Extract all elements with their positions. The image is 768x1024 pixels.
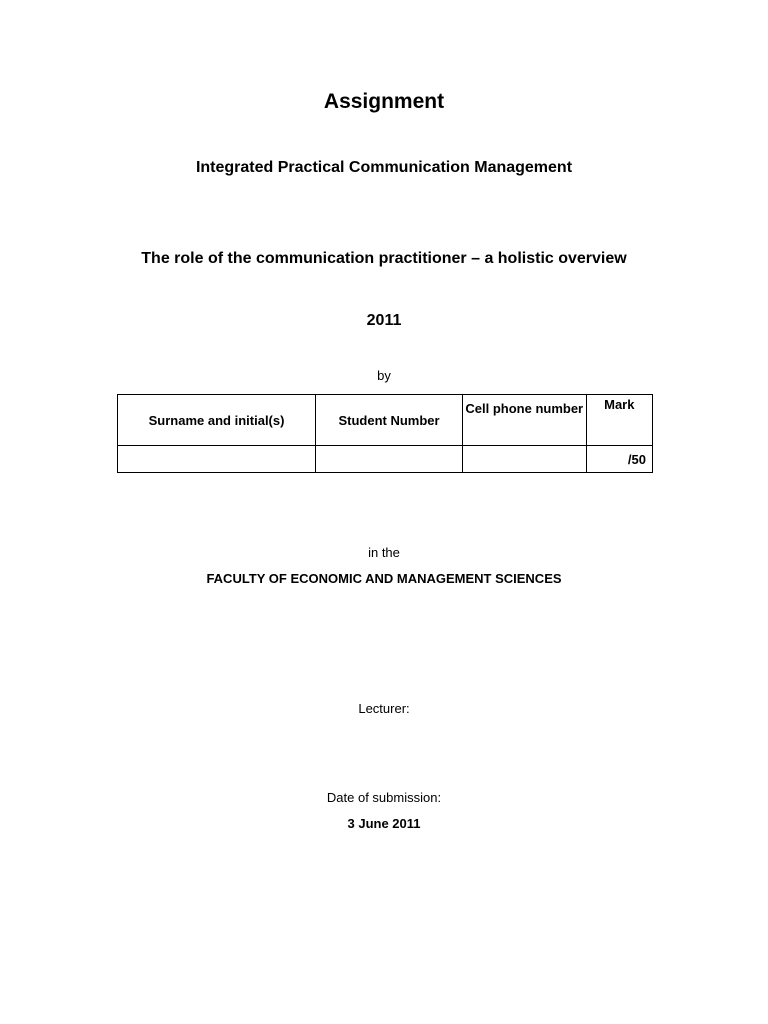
table-row bbox=[118, 446, 653, 473]
submission-date-label: Date of submission: bbox=[326, 790, 442, 805]
cell-phone-header: Cell phone number bbox=[462, 395, 586, 446]
surname-cell bbox=[118, 446, 316, 473]
table-header-row bbox=[118, 395, 653, 446]
cell-phone-cell bbox=[462, 446, 586, 473]
by-label: by bbox=[377, 368, 391, 383]
student-number-header: Student Number bbox=[316, 395, 463, 446]
submission-date-value: 3 June 2011 bbox=[347, 816, 421, 831]
mark-header: Mark bbox=[586, 395, 652, 446]
student-details-table bbox=[117, 394, 653, 473]
lecturer-label: Lecturer: bbox=[358, 701, 410, 716]
assignment-topic: The role of the communication practitioner – a holistic overview bbox=[141, 250, 627, 267]
assignment-year: 2011 bbox=[366, 312, 402, 329]
faculty-name: FACULTY OF ECONOMIC AND MANAGEMENT SCIENCES bbox=[206, 571, 562, 586]
student-number-cell bbox=[316, 446, 463, 473]
surname-header: Surname and initial(s) bbox=[118, 395, 316, 446]
document-title: Assignment bbox=[323, 90, 445, 113]
mark-cell: /50 bbox=[586, 446, 652, 473]
in-the-label: in the bbox=[368, 545, 400, 560]
course-name: Integrated Practical Communication Management bbox=[195, 159, 573, 176]
